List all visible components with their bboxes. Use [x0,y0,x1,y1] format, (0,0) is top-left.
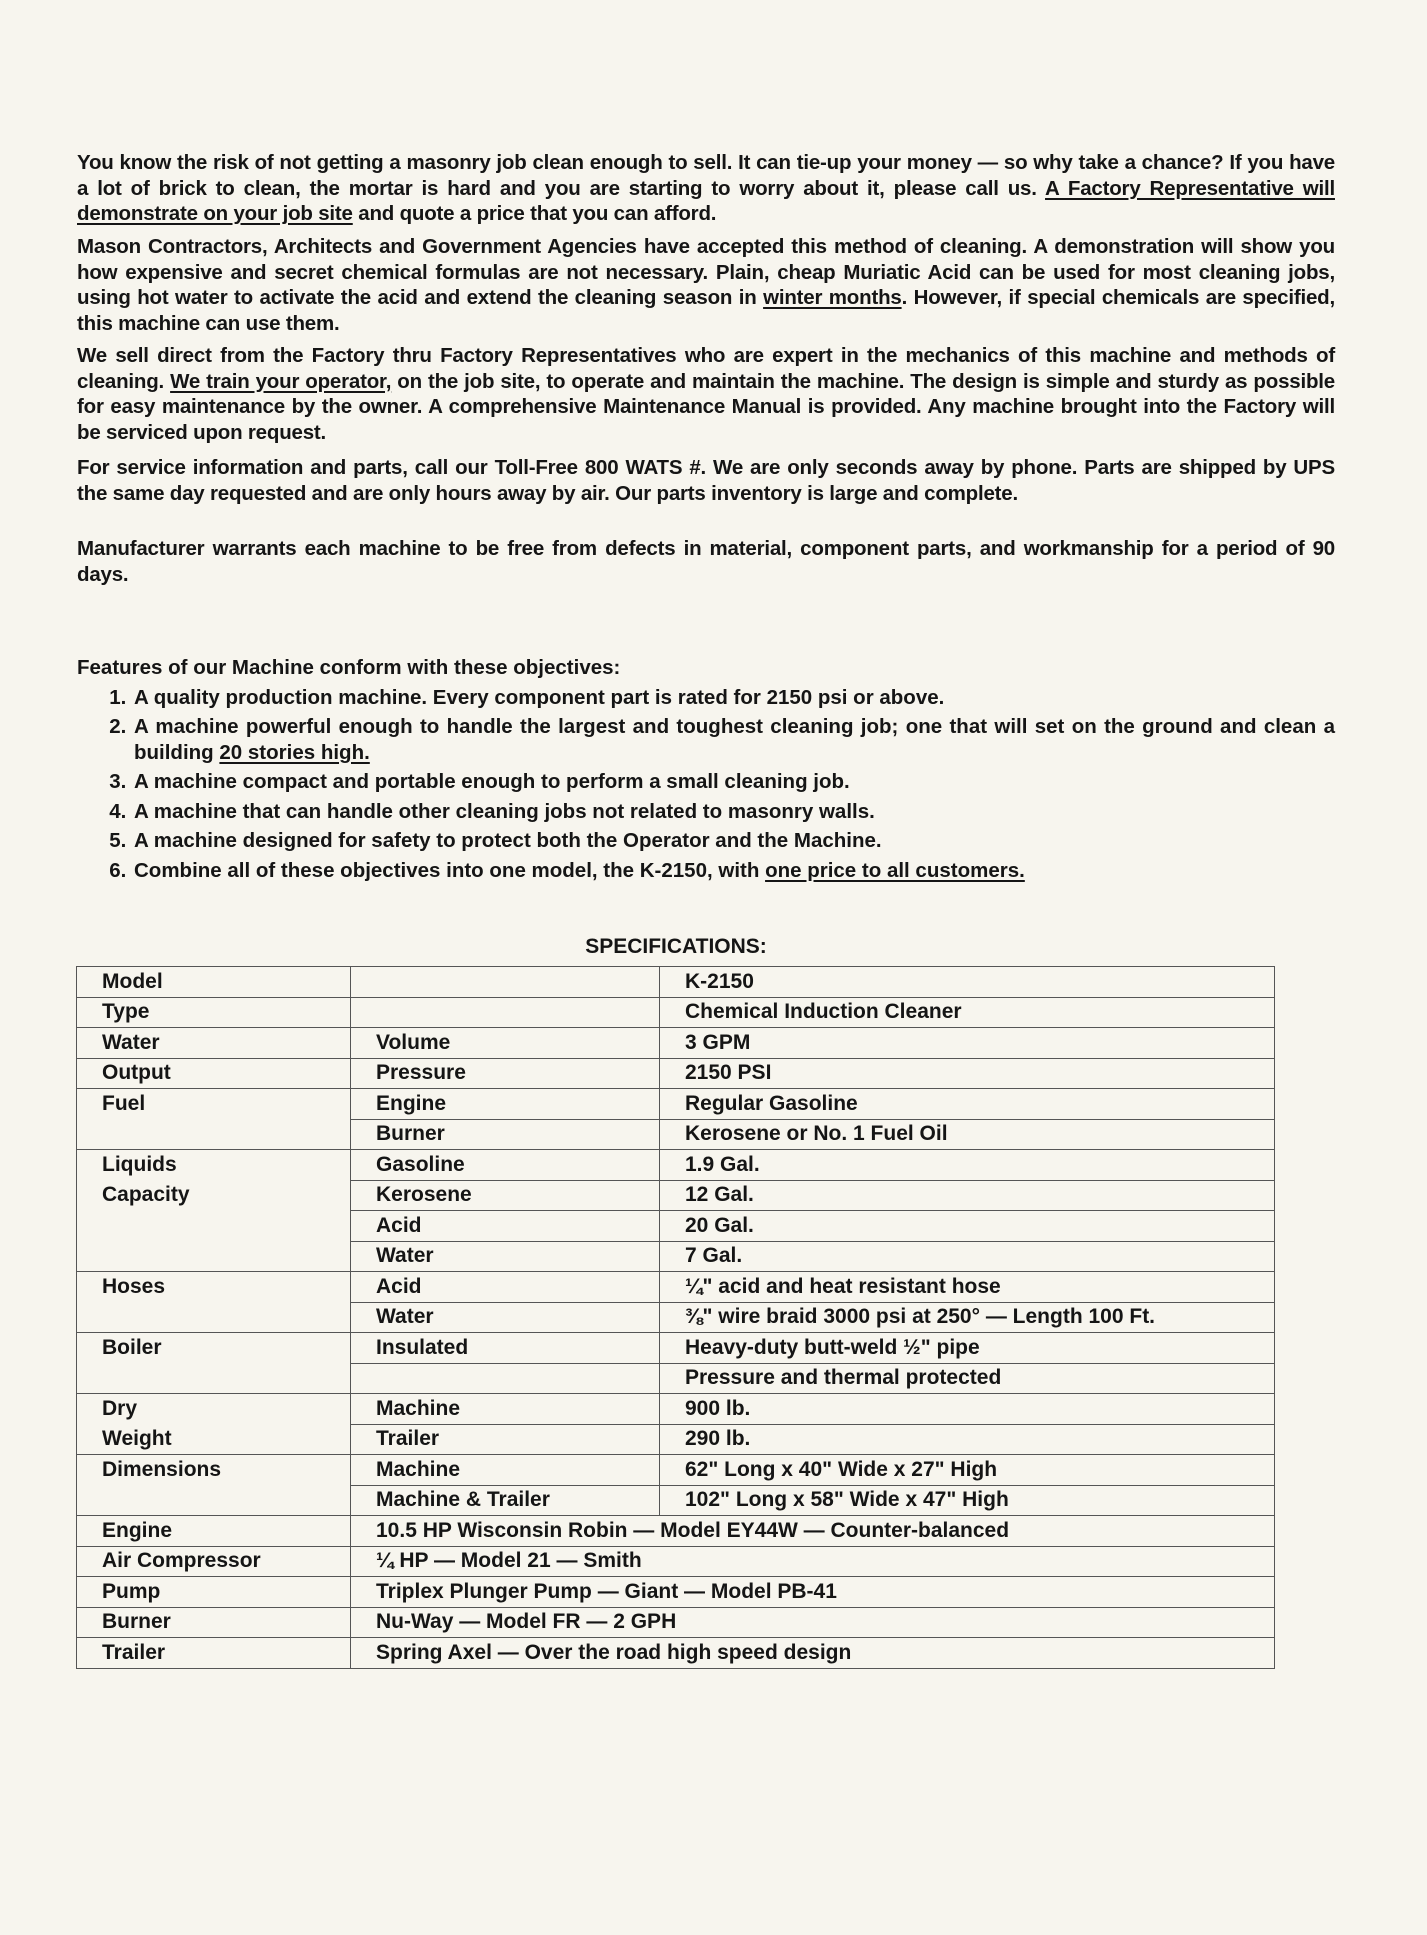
paragraph-method [77,234,1335,336]
text-run: Mason Contractors, Architects and Government Agencies have accepted this method of cleaning. A demonstration will show you how expensive and secret chemical formulas are not necessary. Plain, cheap Muriatic Acid can be used for most cleaning jobs, using hot water to activate the acid and extend the cleaning season in [77,235,1335,309]
spec-row [77,1485,1275,1516]
spec-label-cell [77,1302,351,1333]
spec-row [77,1241,1275,1272]
underlined-text: winter months [763,286,902,309]
spec-value-cell: ¼ HP — Model 21 — Smith [351,1546,1275,1577]
spec-value-cell: Kerosene or No. 1 Fuel Oil [660,1119,1275,1150]
spec-sublabel-cell: Volume [351,1028,660,1059]
spec-sublabel-cell: Water [351,1302,660,1333]
spec-row [77,967,1275,998]
spec-value-cell: 900 lb. [660,1394,1275,1425]
spec-value-cell: Regular Gasoline [660,1089,1275,1120]
spec-row [77,1424,1275,1455]
spec-value-cell: K-2150 [660,967,1275,998]
spec-row [77,1180,1275,1211]
spec-sublabel-cell: Machine [351,1394,660,1425]
spec-sublabel-cell: Acid [351,1272,660,1303]
spec-value-cell: Spring Axel — Over the road high speed design [351,1638,1275,1669]
spec-label-cell [77,1485,351,1516]
spec-row [77,1302,1275,1333]
spec-row [77,997,1275,1028]
features-list [77,685,1335,884]
spec-label-cell: Output [77,1058,351,1089]
spec-label-cell: Boiler [77,1333,351,1364]
spec-value-cell: Chemical Induction Cleaner [660,997,1275,1028]
spec-value-cell: ¼" acid and heat resistant hose [660,1272,1275,1303]
spec-row [77,1272,1275,1303]
spec-label-cell: Water [77,1028,351,1059]
underlined-text: one price to all customers. [765,858,1025,882]
underlined-text: A Factory Representative will demonstrate on your job site [77,176,1335,225]
text-run: You know the risk of not getting a masonry job clean enough to sell. It can tie-up your money — so why take a chance? If you have a lot of brick to clean, the mortar is hard and you are starting to worry about it, please call us. [77,151,1335,200]
spec-sublabel-cell: Insulated [351,1333,660,1364]
spec-row [77,1363,1275,1394]
spec-value-cell: Pressure and thermal protected [660,1363,1275,1394]
spec-label-cell: Dimensions [77,1455,351,1486]
spec-value-cell: Nu-Way — Model FR — 2 GPH [351,1607,1275,1638]
underlined-text: 20 stories high. [219,740,370,764]
feature-item-1: 1. A quality production machine. Every component part is rated for 2150 psi or above. [132,685,1335,711]
spec-label-cell: Hoses [77,1272,351,1303]
feature-item-3: 3. A machine compact and portable enough to perform a small cleaning job. [132,769,1335,795]
spec-label-cell: Fuel [77,1089,351,1120]
paragraph-service: For service information and parts, call our Toll-Free 800 WATS #. We are only seconds away by phone. Parts are shipped by UPS the same day requested and are only hours away by air. Our parts inventory is large and complete. [77,456,1335,505]
spec-label-cell: Model [77,967,351,998]
spec-sublabel-cell: Gasoline [351,1150,660,1181]
spec-row [77,1058,1275,1089]
spec-value-cell: 62" Long x 40" Wide x 27" High [660,1455,1275,1486]
spec-row [77,1516,1275,1547]
text-run: on the job site, to operate and maintain the machine. The design is simple and sturdy as possible for easy maintenance by the owner. A comprehensive Maintenance Manual is provided. Any machine brought into the Factory will be serviced upon request. [77,369,1335,444]
spec-row [77,1546,1275,1577]
spec-value-cell: 3 GPM [660,1028,1275,1059]
spec-label-cell: Dry [77,1394,351,1425]
spec-value-cell: Heavy-duty butt-weld ½" pipe [660,1333,1275,1364]
spec-label-cell [77,1241,351,1272]
paragraph-warranty: Manufacturer warrants each machine to be free from defects in material, component parts, and workmanship for a period of 90 days. [77,537,1335,586]
spec-row [77,1455,1275,1486]
spec-row [77,1638,1275,1669]
paragraph-intro [77,150,1335,227]
spec-label-cell: Liquids [77,1150,351,1181]
feature-item-4: 4. A machine that can handle other cleaning jobs not related to masonry walls. [132,799,1335,825]
spec-sublabel-cell: Trailer [351,1424,660,1455]
spec-sublabel-cell: Kerosene [351,1180,660,1211]
spec-value-cell: 102" Long x 58" Wide x 47" High [660,1485,1275,1516]
underlined-text: We train your operator, [170,369,392,393]
text-run: We sell direct from the Factory thru Factory Representatives who are expert in the mechanics of this machine and methods of cleaning. [77,344,1335,393]
spec-label-cell: Air Compressor [77,1546,351,1577]
spec-value-cell: ⅜" wire braid 3000 psi at 250° — Length 100 Ft. [660,1302,1275,1333]
spec-row [77,1607,1275,1638]
specifications-table [76,966,1275,1669]
spec-value-cell: 2150 PSI [660,1058,1275,1089]
spec-sublabel-cell: Machine [351,1455,660,1486]
paragraph-sales [77,343,1335,445]
spec-row [77,1150,1275,1181]
spec-sublabel-cell [351,1363,660,1394]
spec-row [77,1577,1275,1608]
feature-item-5: 5. A machine designed for safety to protect both the Operator and the Machine. [132,828,1335,854]
spec-sublabel-cell [351,997,660,1028]
spec-sublabel-cell: Engine [351,1089,660,1120]
spec-value-cell: 10.5 HP Wisconsin Robin — Model EY44W — Counter-balanced [351,1516,1275,1547]
text-run: and quote a price that you can afford. [352,202,717,225]
spec-row [77,1211,1275,1242]
spec-label-cell: Capacity [77,1180,351,1211]
spec-label-cell: Trailer [77,1638,351,1669]
spec-value-cell: 7 Gal. [660,1241,1275,1272]
spec-sublabel-cell [351,967,660,998]
spec-label-cell: Pump [77,1577,351,1608]
feature-item-2 [132,714,1335,765]
spec-row [77,1089,1275,1120]
spec-value-cell: 290 lb. [660,1424,1275,1455]
spec-row [77,1028,1275,1059]
spec-row [77,1333,1275,1364]
spec-label-cell: Weight [77,1424,351,1455]
feature-item-6 [132,858,1335,884]
spec-sublabel-cell: Machine & Trailer [351,1485,660,1516]
spec-value-cell: 20 Gal. [660,1211,1275,1242]
text-run: A machine powerful enough to handle the largest and toughest cleaning job; one that will set on the ground and clean a building [134,715,1335,764]
specifications-table-body [77,967,1275,1669]
spec-sublabel-cell: Pressure [351,1058,660,1089]
features-section [77,655,1335,887]
spec-sublabel-cell: Acid [351,1211,660,1242]
spec-sublabel-cell: Burner [351,1119,660,1150]
spec-label-cell: Engine [77,1516,351,1547]
spec-label-cell [77,1363,351,1394]
text-run: . However, if special chemicals are specified, this machine can use them. [77,286,1335,335]
features-intro: Features of our Machine conform with these objectives: [77,656,621,679]
specifications-title: SPECIFICATIONS: [585,935,767,958]
spec-row [77,1394,1275,1425]
spec-label-cell: Burner [77,1607,351,1638]
spec-label-cell: Type [77,997,351,1028]
spec-value-cell: Triplex Plunger Pump — Giant — Model PB-41 [351,1577,1275,1608]
spec-row [77,1119,1275,1150]
text-run: Combine all of these objectives into one model, the K-2150, with [134,858,766,882]
spec-value-cell: 1.9 Gal. [660,1150,1275,1181]
spec-sublabel-cell: Water [351,1241,660,1272]
spec-label-cell [77,1211,351,1242]
spec-label-cell [77,1119,351,1150]
spec-value-cell: 12 Gal. [660,1180,1275,1211]
